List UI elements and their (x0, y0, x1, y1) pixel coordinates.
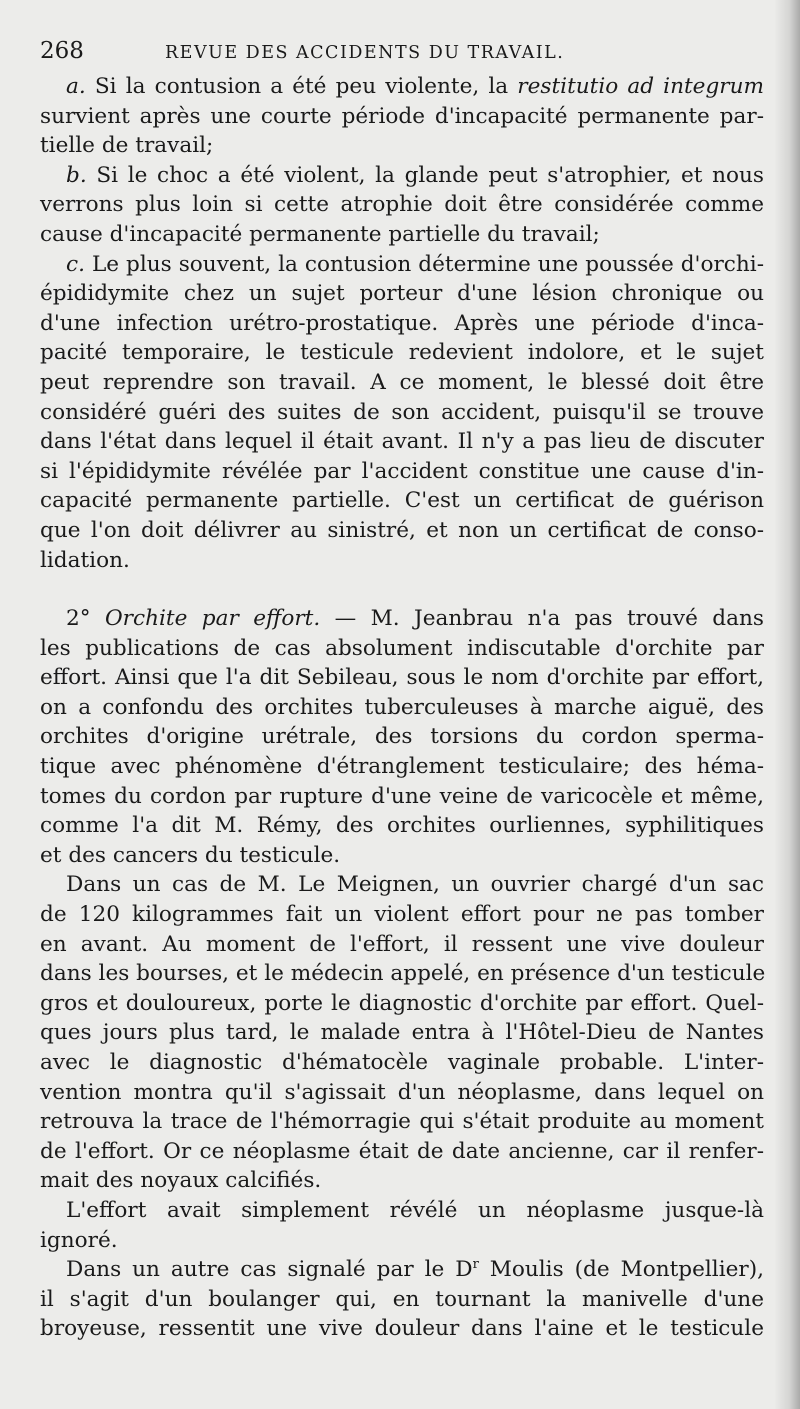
page-header (40, 38, 764, 72)
text-line: retrouva la trace de l'hémorragie qui s'était produite au moment (40, 1109, 764, 1135)
text-line: avec le diagnostic d'hématocèle vaginale probable. L'inter- (40, 1050, 764, 1075)
text-line: comme l'a dit M. Rémy, des orchites ourliennes, syphilitiques (40, 813, 764, 839)
text-line: et des cancers du testicule. (40, 842, 341, 868)
text-line: effort. Ainsi que l'a dit Sebileau, sous le nom d'orchite par effort, (40, 665, 764, 691)
text-line: les publications de cas absolument indiscutable d'orchite par (40, 635, 764, 661)
page-edge-shadow (774, 0, 800, 1409)
book-page (40, 38, 764, 1344)
text-line: lidation. (40, 547, 130, 573)
paragraph-gap (40, 575, 764, 604)
text-line: capacité permanente partielle. C'est un certificat de guérison (40, 488, 764, 514)
text-line: 2° Orchite par effort. — M. Jeanbrau n'a pas trouvé dans (66, 606, 764, 632)
text-line: cause d'incapacité permanente partielle du travail; (40, 221, 600, 247)
text-line: broyeuse, ressentit une vive douleur dans l'aine et le testicule (40, 1316, 764, 1342)
text-line: mait des noyaux calcifiés. (40, 1168, 322, 1194)
text-line: L'effort avait simplement révélé un néoplasme jusque-là (66, 1197, 764, 1223)
text-line: gros et douloureux, porte le diagnostic d'orchite par effort. Quel- (40, 990, 764, 1016)
text-line: épididymite chez un sujet porteur d'une lésion chronique ou (40, 281, 764, 307)
text-line: il s'agit d'un boulanger qui, en tournant la manivelle d'une (40, 1286, 764, 1312)
text-line: c. Le plus souvent, la contusion détermine une poussée d'orchi- (66, 251, 764, 277)
text-line: dans les bourses, et le médecin appelé, en présence d'un testicule (40, 961, 766, 987)
text-line: a. Si la contusion a été peu violente, la restitutio ad integrum (66, 74, 764, 99)
text-line: de l'effort. Or ce néoplasme était de date ancienne, car il renfer- (40, 1138, 764, 1164)
body-text (40, 72, 764, 1344)
text-line: considéré guéri des suites de son accident, puisqu'il se trouve (40, 399, 764, 425)
text-line: orchites d'origine urétrale, des torsions du cordon sperma- (40, 724, 764, 750)
text-line: tielle de travail; (40, 133, 214, 159)
text-line: vention montra qu'il s'agissait d'un néoplasme, dans lequel on (40, 1079, 764, 1105)
text-line: tomes du cordon par rupture d'une veine de varicocèle et même, (40, 783, 764, 809)
text-line: Dans un autre cas signalé par le $D^r$ Moulis (de Montpellier), (66, 1256, 765, 1283)
text-line: de 120 kilogrammes fait un violent effort pour ne pas tomber (40, 902, 764, 928)
text-line: d'une infection urétro-prostatique. Après une période d'inca- (40, 310, 764, 336)
text-line: dans l'état dans lequel il était avant. Il n'y a pas lieu de discuter (40, 429, 764, 455)
text-line: que l'on doit délivrer au sinistré, et non un certificat de conso- (40, 517, 764, 543)
text-line: survient après une courte période d'incapacité permanente par- (40, 103, 764, 129)
text-line: tique avec phénomène d'étranglement testiculaire; des héma- (40, 754, 764, 780)
running-title: REVUE DES ACCIDENTS DU TRAVAIL. (165, 43, 565, 63)
text-line: si l'épididymite révélée par l'accident constitue une cause d'in- (40, 458, 764, 484)
text-line: Dans un cas de M. Le Meignen, un ouvrier chargé d'un sac (66, 872, 764, 898)
text-line: pacité temporaire, le testicule redevient indolore, et le sujet (40, 340, 764, 366)
page-number: 268 (40, 38, 84, 64)
text-line: ques jours plus tard, le malade entra à l'Hôtel-Dieu de Nantes (40, 1020, 764, 1046)
text-line: on a confondu des orchites tuberculeuses à marche aiguë, des (40, 694, 764, 720)
text-line: b. Si le choc a été violent, la glande peut s'atrophier, et nous (66, 162, 764, 188)
text-line: verrons plus loin si cette atrophie doit être considérée comme (40, 192, 764, 218)
text-line: peut reprendre son travail. A ce moment, le blessé doit être (40, 369, 764, 395)
text-line: ignoré. (40, 1227, 118, 1253)
text-line: en avant. Au moment de l'effort, il ressent une vive douleur (40, 931, 764, 957)
